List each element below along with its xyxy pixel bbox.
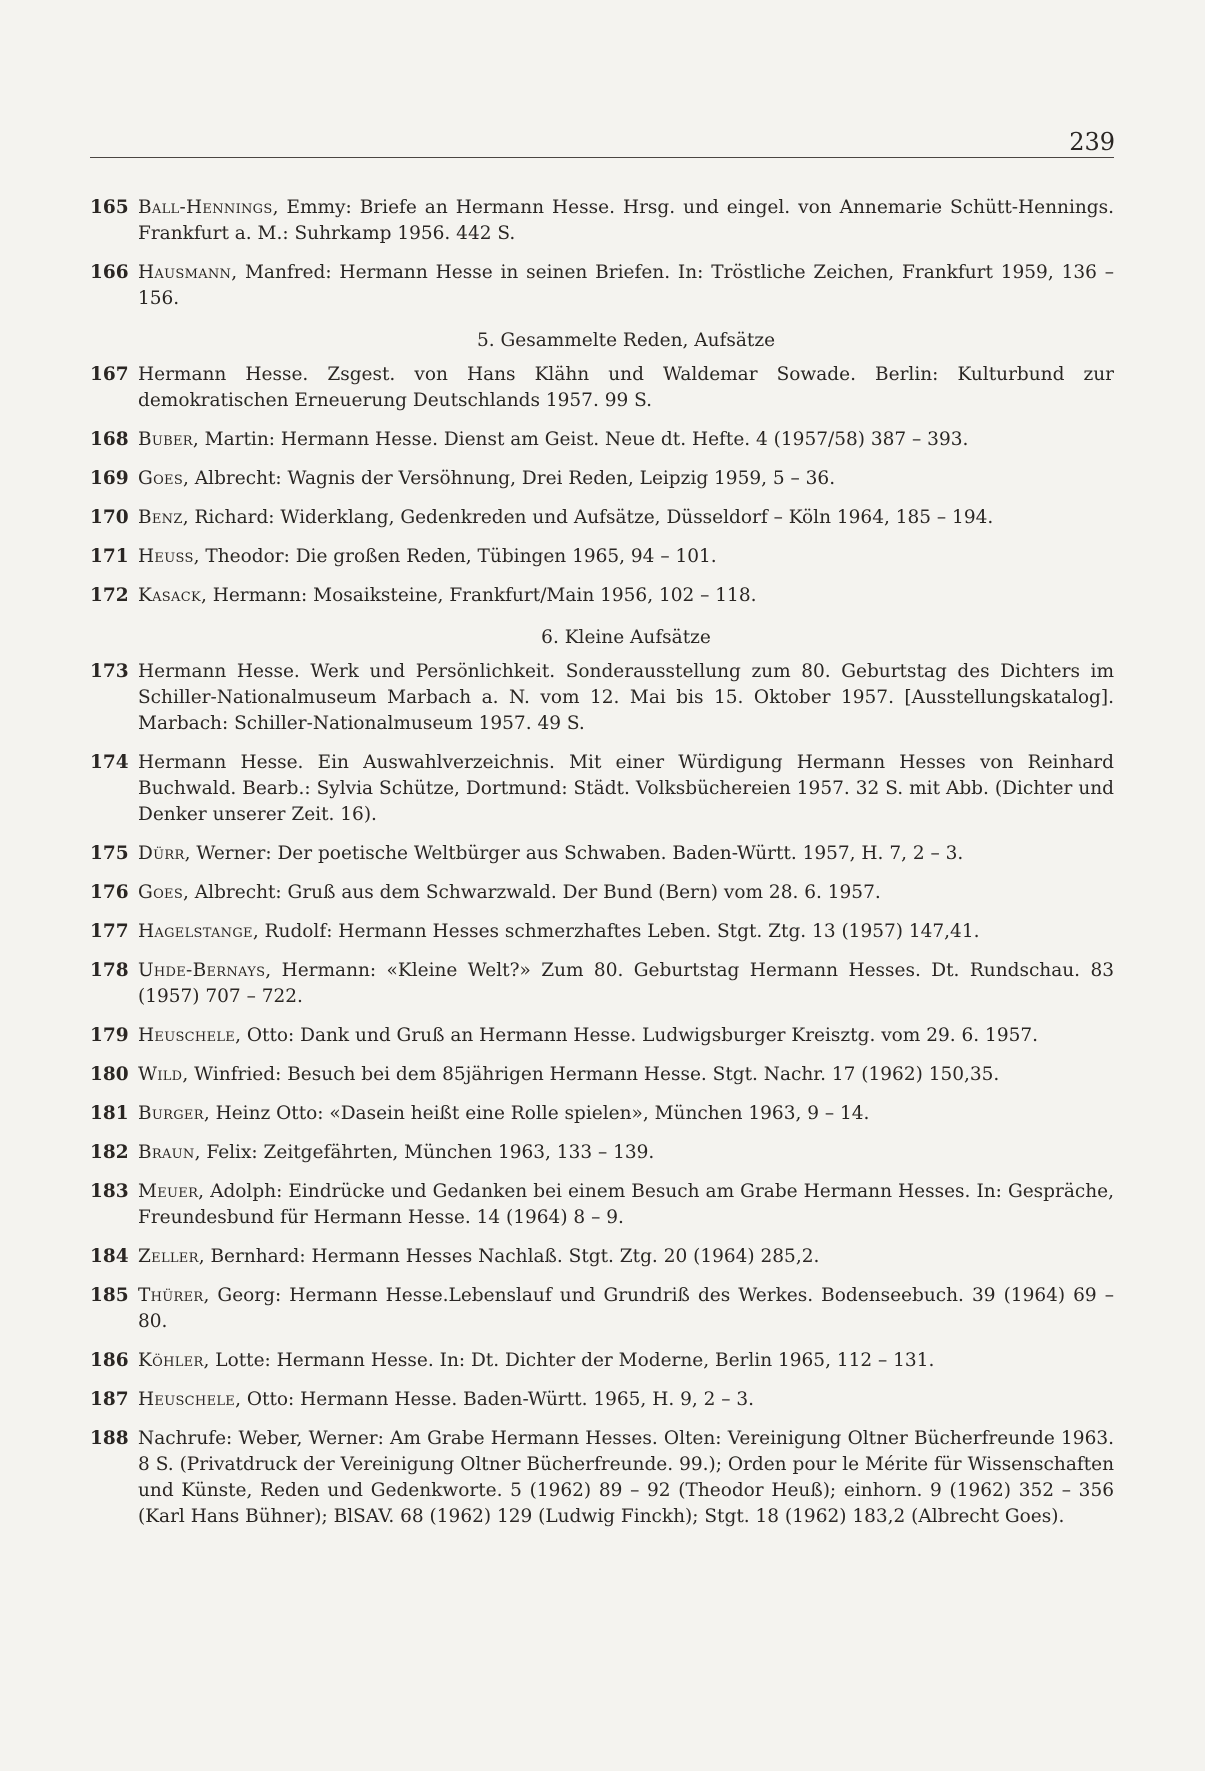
entry-number: 169 (90, 468, 129, 489)
entry-number: 181 (90, 1103, 129, 1124)
entry-text: , Manfred: Hermann Hesse in seinen Briefen. In: Tröstliche Zeichen, Frankfurt 1959, 136 – 156. (138, 262, 1114, 309)
entry-text: , Winfried: Besuch bei dem 85jährigen Hermann Hesse. Stgt. Nachr. 17 (1962) 150,35. (182, 1064, 1000, 1085)
section-heading: 6. Kleine Aufsätze (541, 627, 711, 648)
bibliography-entry (90, 958, 1114, 1010)
entry-number: 171 (90, 546, 129, 567)
entry-author: Goes (138, 468, 184, 489)
page-number: 239 (1069, 128, 1115, 156)
entry-body (126, 1426, 1114, 1530)
bibliography-entry (90, 1387, 1114, 1413)
entry-body (126, 583, 1114, 609)
entry-author: Heuschele (138, 1025, 236, 1046)
entry-number: 166 (90, 262, 129, 283)
bibliography-entry (90, 1348, 1114, 1374)
entry-body (126, 505, 1114, 531)
entry-number: 186 (90, 1350, 129, 1371)
entry-body (126, 1179, 1114, 1231)
entry-text: Hermann Hesse. Ein Auswahlverzeichnis. Mit einer Würdigung Hermann Hesses von Reinhard Buchwald. Bearb.: Sylvia Schütze, Dortmund: Städt. Volksbüchereien 1957. 32 S. mit Abb. (Dichter und Denker unserer Zeit. 16). (138, 752, 1114, 825)
bibliography-entry (90, 1244, 1114, 1270)
bibliography-entry (90, 1283, 1114, 1335)
entry-author: Dürr (138, 843, 185, 864)
entry-number: 177 (90, 921, 129, 942)
entry-text: , Hermann: «Kleine Welt?» Zum 80. Geburtstag Hermann Hesses. Dt. Rundschau. 83 (1957) 707 – 722. (138, 960, 1114, 1007)
bibliography-entry (90, 466, 1114, 492)
entry-author: Hausmann (138, 262, 232, 283)
header-rule (90, 157, 1114, 158)
entry-author: Kasack (138, 585, 201, 606)
entry-body (126, 1244, 1114, 1270)
entry-author: Benz (138, 507, 183, 528)
entry-author: Braun (138, 1142, 195, 1163)
entry-body (126, 1348, 1114, 1374)
entry-text: Hermann Hesse. Werk und Persönlichkeit. Sonderausstellung zum 80. Geburtstag des Dichters im Schiller-Nationalmuseum Marbach a. N. vom 12. Mai bis 15. Oktober 1957. [Ausstellungskatalog]. Marbach: Schiller-Nationalmuseum 1957. 49 S. (138, 661, 1114, 734)
entry-body (126, 362, 1114, 414)
entry-author: Uhde-Bernays (138, 960, 266, 981)
bibliography-entry (90, 919, 1114, 945)
entry-text: , Emmy: Briefe an Hermann Hesse. Hrsg. und eingel. von Annemarie Schütt-Hennings. Frankfurt a. M.: Suhrkamp 1956. 442 S. (138, 197, 1114, 244)
entry-number: 178 (90, 960, 129, 981)
entry-author: Zeller (138, 1246, 199, 1267)
bibliography-entry (90, 362, 1114, 414)
bibliography-entry (90, 505, 1114, 531)
entry-number: 175 (90, 843, 129, 864)
bibliography-entry (90, 1140, 1114, 1166)
bibliography-entry (90, 1426, 1114, 1530)
entry-body (126, 1101, 1114, 1127)
entry-text: , Bernhard: Hermann Hesses Nachlaß. Stgt. Ztg. 20 (1964) 285,2. (198, 1246, 820, 1267)
entry-number: 173 (90, 661, 129, 682)
bibliography-entry (90, 544, 1114, 570)
entry-author: Thürer (138, 1285, 204, 1306)
entry-body (126, 260, 1114, 312)
bibliography-entry (90, 1179, 1114, 1231)
bibliography-entry (90, 1023, 1114, 1049)
bibliography-entry (90, 427, 1114, 453)
entry-body (126, 1062, 1114, 1088)
bibliography-entry (90, 195, 1114, 247)
entry-text: , Theodor: Die großen Reden, Tübingen 1965, 94 – 101. (193, 546, 717, 567)
entry-text: , Heinz Otto: «Dasein heißt eine Rolle spielen», München 1963, 9 – 14. (203, 1103, 870, 1124)
bibliography-entry (90, 841, 1114, 867)
entry-number: 172 (90, 585, 129, 606)
bibliography-entry (90, 1062, 1114, 1088)
entry-author: Ball-Hennings (138, 197, 273, 218)
bibliography-entry (90, 583, 1114, 609)
entry-body (126, 1283, 1114, 1335)
entry-number: 167 (90, 364, 129, 385)
entry-text: , Felix: Zeitgefährten, München 1963, 133 – 139. (194, 1142, 655, 1163)
entry-text: , Adolph: Eindrücke und Gedanken bei einem Besuch am Grabe Hermann Hesses. In: Gespräche, Freundesbund für Hermann Hesse. 14 (1964) 8 – 9. (138, 1181, 1114, 1228)
entry-body (126, 466, 1114, 492)
entry-number: 183 (90, 1181, 129, 1202)
entry-text: , Rudolf: Hermann Hesses schmerzhaftes Leben. Stgt. Ztg. 13 (1957) 147,41. (252, 921, 980, 942)
entry-body (126, 195, 1114, 247)
entry-body (126, 880, 1114, 906)
bibliography-entry (90, 1101, 1114, 1127)
entry-number: 185 (90, 1285, 129, 1306)
bibliography-list (90, 195, 1114, 1543)
bibliography-entry (90, 659, 1114, 737)
entry-body (126, 841, 1114, 867)
entry-number: 168 (90, 429, 129, 450)
entry-body (126, 919, 1114, 945)
entry-author: Hagelstange (138, 921, 253, 942)
entry-text: Hermann Hesse. Zsgest. von Hans Klähn und Waldemar Sowade. Berlin: Kulturbund zur demokratischen Erneuerung Deutschlands 1957. 99 S. (138, 364, 1114, 411)
entry-author: Heuss (138, 546, 194, 567)
entry-text: , Otto: Hermann Hesse. Baden-Württ. 1965, H. 9, 2 – 3. (235, 1389, 755, 1410)
entry-author: Meuer (138, 1181, 199, 1202)
entry-body (126, 659, 1114, 737)
entry-number: 165 (90, 197, 129, 218)
entry-text: , Martin: Hermann Hesse. Dienst am Geist. Neue dt. Hefte. 4 (1957/58) 387 – 393. (192, 429, 969, 450)
entry-number: 180 (90, 1064, 129, 1085)
entry-author: Wild (138, 1064, 183, 1085)
entry-number: 188 (90, 1428, 129, 1449)
entry-body (126, 427, 1114, 453)
entry-number: 174 (90, 752, 129, 773)
bibliography-entry (90, 750, 1114, 828)
entry-text: , Otto: Dank und Gruß an Hermann Hesse. Ludwigsburger Kreisztg. vom 29. 6. 1957. (235, 1025, 1039, 1046)
entry-text: , Albrecht: Gruß aus dem Schwarzwald. Der Bund (Bern) vom 28. 6. 1957. (183, 882, 881, 903)
section-heading: 5. Gesammelte Reden, Aufsätze (476, 330, 776, 351)
bibliography-entry (90, 880, 1114, 906)
entry-text: , Lotte: Hermann Hesse. In: Dt. Dichter der Moderne, Berlin 1965, 112 – 131. (203, 1350, 935, 1371)
entry-text: , Werner: Der poetische Weltbürger aus Schwaben. Baden-Württ. 1957, H. 7, 2 – 3. (184, 843, 964, 864)
entry-text: , Albrecht: Wagnis der Versöhnung, Drei Reden, Leipzig 1959, 5 – 36. (183, 468, 836, 489)
entry-body (126, 1140, 1114, 1166)
entry-body (126, 750, 1114, 828)
entry-body (126, 958, 1114, 1010)
entry-number: 176 (90, 882, 129, 903)
entry-text: , Hermann: Mosaiksteine, Frankfurt/Main 1956, 102 – 118. (200, 585, 757, 606)
entry-number: 179 (90, 1025, 129, 1046)
entry-text: , Richard: Widerklang, Gedenkreden und Aufsätze, Düsseldorf – Köln 1964, 185 – 194. (182, 507, 994, 528)
entry-text: Nachrufe: Weber, Werner: Am Grabe Hermann Hesses. Olten: Vereinigung Oltner Bücherfreunde 1963. 8 S. (Privatdruck der Vereinigung Oltner Bücherfreunde. 99.); Orden pour le Mérite für Wissenschaften und Künste, Reden und Gedenkworte. 5 (1962) 89 – 92 (Theodor Heuß); einhorn. 9 (1962) 352 – 356 (Karl Hans Bühner); BlSAV. 68 (1962) 129 (Ludwig Finckh); Stgt. 18 (1962) 183,2 (Albrecht Goes). (138, 1428, 1114, 1527)
entry-author: Köhler (138, 1350, 204, 1371)
entry-author: Burger (138, 1103, 204, 1124)
entry-author: Goes (138, 882, 184, 903)
entry-body (126, 544, 1114, 570)
entry-body (126, 1387, 1114, 1413)
entry-author: Buber (138, 429, 193, 450)
entry-text: , Georg: Hermann Hesse.Lebenslauf und Grundriß des Werkes. Bodenseebuch. 39 (1964) 69 – 80. (138, 1285, 1114, 1332)
entry-body (126, 1023, 1114, 1049)
bibliography-entry (90, 260, 1114, 312)
entry-author: Heuschele (138, 1389, 236, 1410)
entry-number: 187 (90, 1389, 129, 1410)
entry-number: 170 (90, 507, 129, 528)
entry-number: 184 (90, 1246, 129, 1267)
entry-number: 182 (90, 1142, 129, 1163)
